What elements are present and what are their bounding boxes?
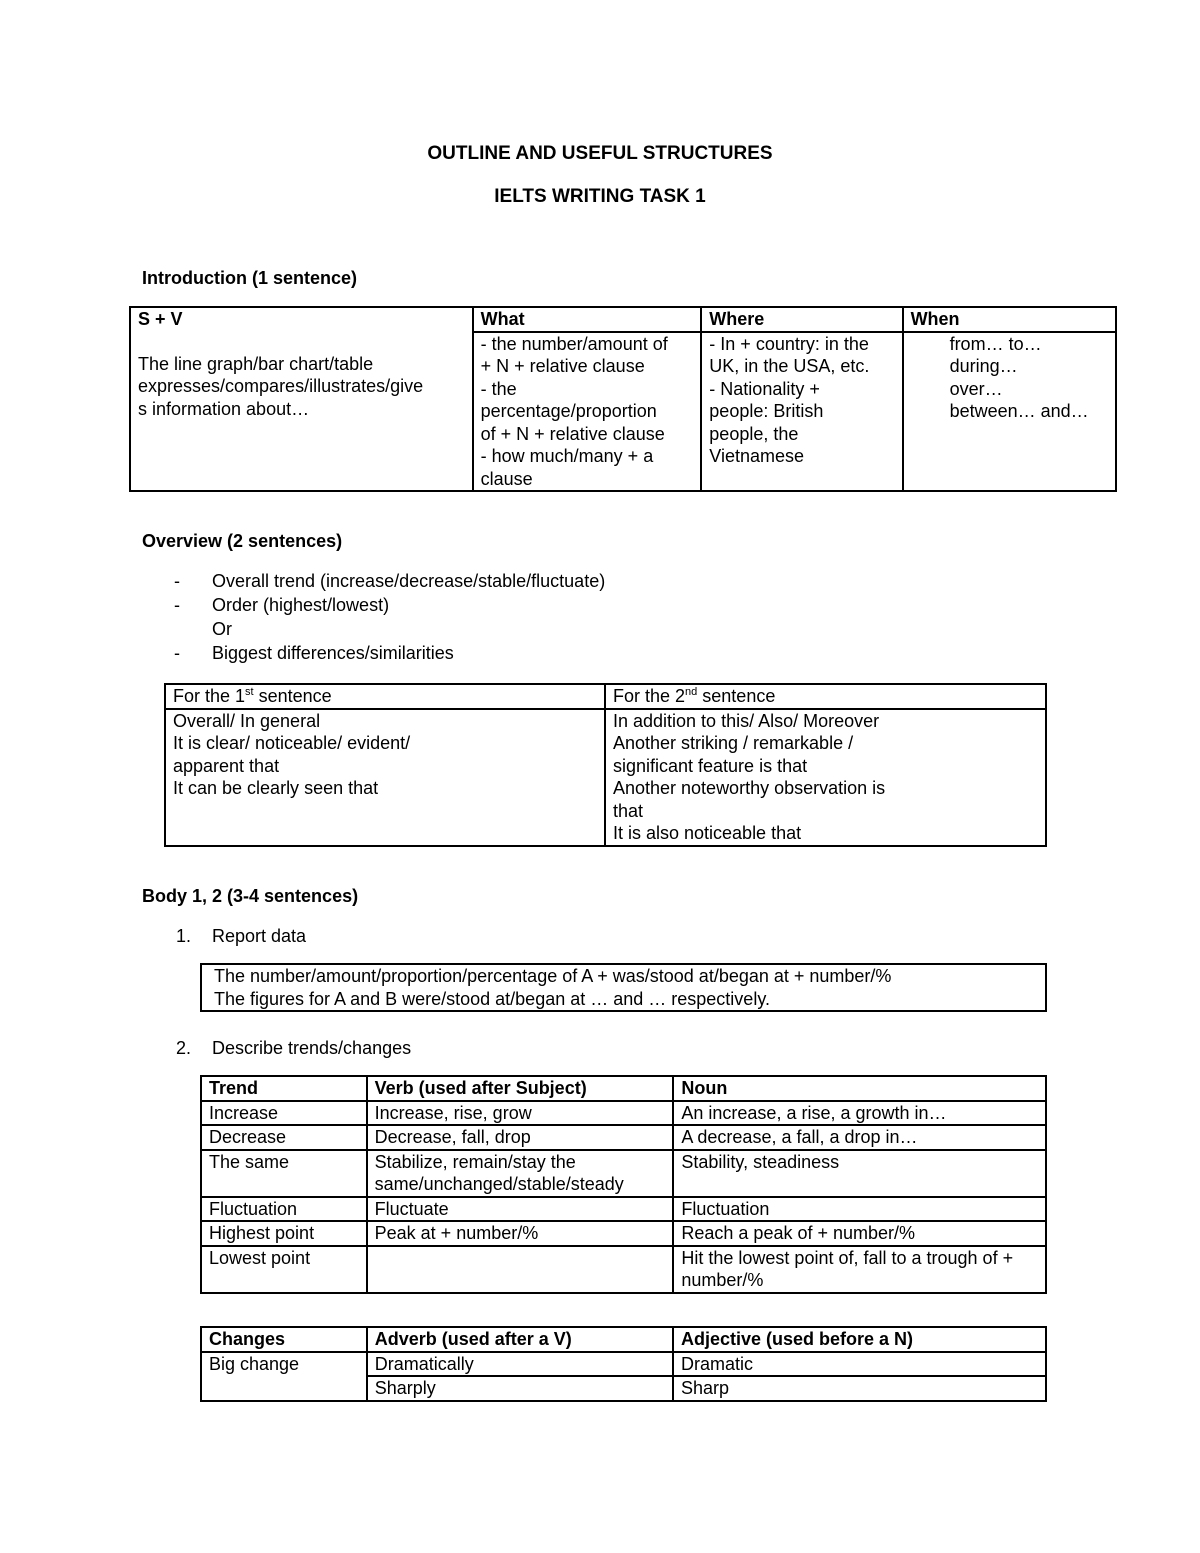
table-header: Trend [201,1076,367,1101]
phrase-line: It is also noticeable that [612,823,802,843]
phrase-line: Overall/ In general [173,710,321,731]
what-line: - the number/amount of [480,333,668,354]
list-item [142,641,605,665]
overview-col1-cell [165,709,605,846]
when-line: from… to… [949,333,1042,354]
sv-cell [130,307,473,491]
phrase-line: significant feature is that [612,755,808,776]
list-item [142,569,605,593]
table-cell: Highest point [201,1221,367,1246]
table-cell: A decrease, a fall, a drop in… [673,1125,1046,1150]
table-row [201,1197,1046,1222]
table-cell: Dramatic [673,1352,1046,1377]
bullet-mark [142,617,212,641]
what-line: of + N + relative clause [480,423,665,444]
when-line: during… [949,356,1018,376]
bullet-mark: - [174,595,180,615]
table-cell: Reach a peak of + number/% [673,1221,1046,1246]
phrase-line: In addition to this/ Also/ Moreover [612,710,880,731]
overview-col1-header [165,684,605,709]
table-row [201,1125,1046,1150]
table-row [201,1246,1046,1293]
table-cell: Decrease [201,1125,367,1150]
table-row [201,1101,1046,1126]
report-data-table [200,963,1047,1012]
phrase-line: It is clear/ noticeable/ evident/ [173,733,411,753]
table-cell: Peak at + number/% [367,1221,674,1246]
list-item [142,593,605,617]
report-line: The number/amount/proportion/percentage of A + was/stood at/began at + number/% [214,966,892,986]
table-cell: Stability, steadiness [673,1150,1046,1197]
phrase-line: Another striking / remarkable / [612,733,854,753]
table-header: Adverb (used after a V) [367,1327,673,1352]
report-data-cell [201,964,1046,1011]
where-header: Where [701,307,902,332]
what-header: What [473,307,702,332]
table-cell: Fluctuation [673,1197,1046,1222]
body-item-2 [142,1036,411,1060]
table-cell: Increase [201,1101,367,1126]
table-cell: An increase, a rise, a growth in… [673,1101,1046,1126]
header-text: sentence [253,686,332,706]
table-cell [367,1246,674,1293]
overview-heading: Overview (2 sentences) [142,531,343,551]
sv-header: S + V [138,309,183,329]
header-text: For the 2 [612,686,686,706]
header-text: sentence [697,686,776,706]
table-cell: Hit the lowest point of, fall to a trough of + number/% [673,1246,1046,1293]
table-row [201,1221,1046,1246]
sv-line: The line graph/bar chart/table [138,353,374,374]
header-sup: st [245,686,254,698]
table-cell: The same [201,1150,367,1197]
bullet-text: Overall trend (increase/decrease/stable/fluctuate) [212,571,606,591]
page-subtitle: IELTS WRITING TASK 1 [494,186,706,207]
item-number: 1. [176,926,192,946]
table-header: Noun [673,1076,1046,1101]
table-cell: Sharply [367,1376,673,1401]
bullet-text: Order (highest/lowest) [212,595,390,615]
what-line: - how much/many + a [480,446,654,466]
where-line: people, the [709,423,799,444]
table-cell: Stabilize, remain/stay the same/unchanged/stable/steady [367,1150,674,1197]
overview-bullet-list [142,569,605,665]
table-cell: Lowest point [201,1246,367,1293]
where-line: - Nationality + [709,378,820,399]
what-line: clause [480,468,533,489]
page-title: OUTLINE AND USEFUL STRUCTURES [427,143,773,164]
introduction-heading: Introduction (1 sentence) [142,268,358,288]
phrase-line: It can be clearly seen that [173,778,379,798]
report-line: The figures for A and B were/stood at/began at … and … respectively. [214,988,770,1009]
bullet-text: Or [212,619,232,639]
table-row [201,1352,1046,1377]
when-cell [903,332,1116,492]
phrase-line: Another noteworthy observation is [612,778,886,798]
sv-line: expresses/compares/illustrates/give [138,376,424,396]
table-cell: Increase, rise, grow [367,1101,674,1126]
where-line: people: British [709,401,824,421]
what-line: percentage/proportion [480,401,657,421]
item-text: Describe trends/changes [212,1038,412,1058]
table-cell: Sharp [673,1376,1046,1401]
body-heading: Body 1, 2 (3-4 sentences) [142,886,359,906]
item-text: Report data [212,926,307,946]
table-cell: Fluctuate [367,1197,674,1222]
item-number: 2. [176,1038,192,1058]
table-cell: Decrease, fall, drop [367,1125,674,1150]
phrase-line: apparent that [173,755,280,776]
bullet-mark: - [174,643,180,663]
bullet-text: Biggest differences/similarities [212,643,454,663]
body-item-1 [142,924,306,948]
header-text: For the 1 [173,686,246,706]
table-cell: Dramatically [367,1352,673,1377]
table-header: Adjective (used before a N) [673,1327,1046,1352]
where-line: Vietnamese [709,446,805,466]
table-cell: Big change [201,1352,367,1401]
when-header: When [903,307,1116,332]
trends-table [200,1075,1047,1294]
where-line: UK, in the USA, etc. [709,356,870,376]
table-row [201,1150,1046,1197]
changes-table [200,1326,1047,1402]
what-line: + N + relative clause [480,356,645,376]
table-cell: Fluctuation [201,1197,367,1222]
where-line: - In + country: in the [709,333,869,354]
where-cell [701,332,902,492]
what-line: - the [480,378,517,399]
when-line: over… [949,378,1003,399]
introduction-table [129,306,1117,492]
table-header: Verb (used after Subject) [367,1076,674,1101]
phrase-line: that [612,800,644,821]
header-sup: nd [685,686,698,698]
overview-col2-header [605,684,1046,709]
list-item [142,617,605,641]
bullet-mark: - [174,571,180,591]
sv-line: s information about… [138,398,310,419]
overview-col2-cell [605,709,1046,846]
when-line: between… and… [949,401,1089,421]
overview-table [164,683,1047,847]
table-header: Changes [201,1327,367,1352]
what-cell [473,332,702,492]
